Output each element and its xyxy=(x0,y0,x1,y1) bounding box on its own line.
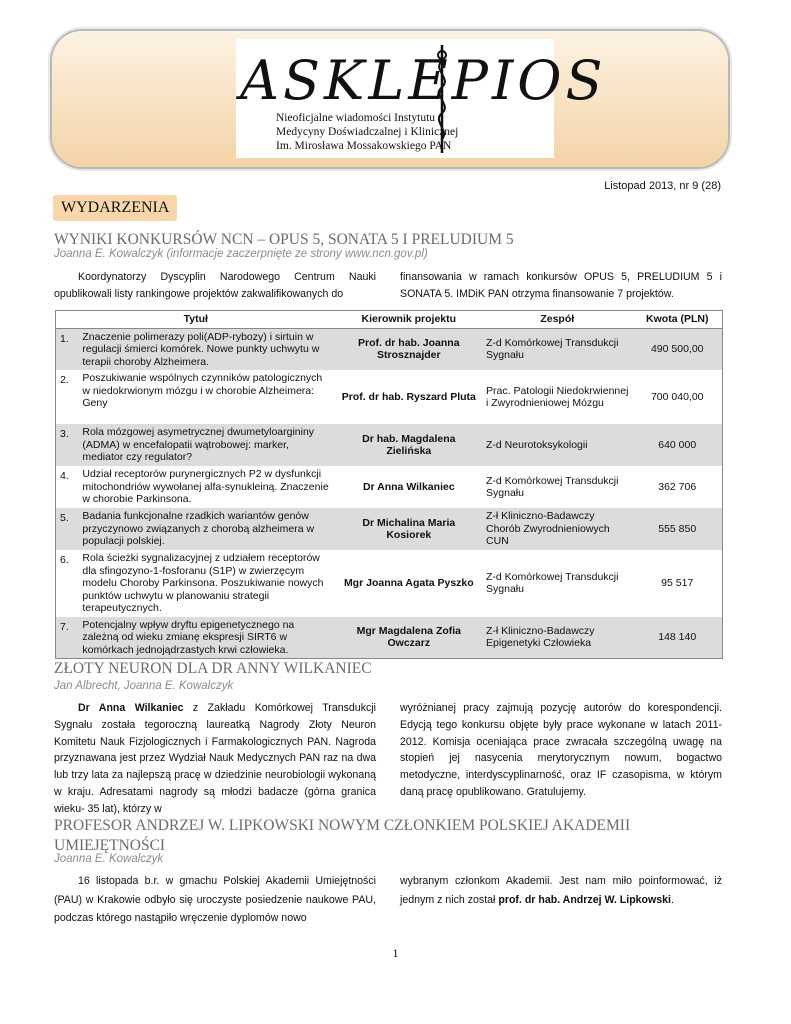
table-row xyxy=(56,466,723,508)
row-lead: Dr Michalina Maria Kosiorek xyxy=(336,508,482,550)
logo-subtitle xyxy=(276,111,458,153)
member-name: prof. dr hab. Andrzej W. Lipkowski xyxy=(498,893,671,906)
table-row xyxy=(56,328,723,370)
row-amount: 148 140 xyxy=(632,617,722,659)
table-row xyxy=(56,508,723,550)
article1-title: WYNIKI KONKURSÓW NCN – OPUS 5, SONATA 5 I PRELUDIUM 5 xyxy=(54,231,514,248)
row-amount: 640 000 xyxy=(632,424,722,466)
row-amount: 490 500,00 xyxy=(632,328,722,370)
row-team: Z-d Neurotoksykologii xyxy=(482,424,632,466)
row-number: 6. xyxy=(60,554,69,566)
article1-author: Joanna E. Kowalczyk (informacje zaczerpnięte ze strony www.ncn.gov.pl) xyxy=(54,248,428,260)
table-row xyxy=(56,370,723,424)
logo-title: ASKLEPIOS xyxy=(240,49,607,112)
article3-col-right xyxy=(400,872,722,909)
row-amount: 555 850 xyxy=(632,508,722,550)
row-lead: Mgr Magdalena Zofia Owczarz xyxy=(336,617,482,659)
col-header-title: Tytuł xyxy=(56,311,336,329)
article2-col-left xyxy=(54,700,376,818)
article3-col-left: 16 listopada b.r. w gmachu Polskiej Akademii Umiejętności (PAU) w Krakowie odbyło się uroczyste posiedzenie naukowe PAU, podczas którego nastąpiło wręczenie dyplomów nowo xyxy=(54,875,376,924)
article3-author: Joanna E. Kowalczyk xyxy=(54,853,164,865)
logo-subtitle-line: Nieoficjalne wiadomości Instytutu xyxy=(276,112,436,124)
issue-label: Listopad 2013, nr 9 (28) xyxy=(604,180,721,192)
article2-left-text: z Zakładu Komórkowej Transdukcji Sygnału została tegoroczną laureatką Nagrody Złoty Neuron Komitetu Nauk Fizjologicznych i Farmakologicznych PAN. Nagroda przyznawana jest przez Wydział Nauk Medycznych PAN raz na dwa lub trzy lata za najlepszą pracę w dziedzinie neurobiologii wykonaną w kraju. Adresatami nagrody są młodzi badacze (górna granica wieku- 35 lat), którzy w xyxy=(54,702,377,815)
row-amount: 700 040,00 xyxy=(650,390,704,403)
col-header-lead: Kierownik projektu xyxy=(336,311,482,329)
article2-col-right: wyróżnianej pracy zajmują pozycję autorów do korespondencji. Edycją tego konkursu objęte były prace wykonane w latach 2011-2012. Komisja oceniająca prace zwracała szczególną uwagę na stopień jej nasycenia merytorycznym nowum, bogactwo metodyczne, interdyscyplinarność, oraz IF czasopisma, w którym daną pracę opublikowano. Gratulujemy. xyxy=(400,702,722,798)
row-number: 5. xyxy=(56,508,79,550)
row-title: Badania funkcjonalne rzadkich wariantów genów przyczynowo związanych z chorobą alzheimera w populacji polskiej. xyxy=(78,508,335,550)
row-lead: Prof. dr hab. Ryszard Pluta xyxy=(341,390,476,403)
logo-subtitle-line: Im. Mirosława Mossakowskiego PAN xyxy=(276,140,452,152)
col-header-amount: Kwota (PLN) xyxy=(632,311,722,329)
row-number: 7. xyxy=(56,617,79,659)
logo-subtitle-line: Medycyny Doświadczalnej i Klinicznej xyxy=(276,126,459,138)
section-tag: WYDARZENIA xyxy=(53,195,177,221)
row-title: Rola ścieżki sygnalizacyjnej z udziałem receptorów dla sfingozyno-1-fosforanu (S1P) w zwierzęcym modelu Choroby Parkinsona. Poszukiwanie nowych punktów uchwytu w planowaniu strategii terapeutycznych. xyxy=(82,552,324,614)
table-row xyxy=(56,424,723,466)
article1-col-right: finansowania w ramach konkursów OPUS 5, PRELUDIUM 5 i SONATA 5. IMDiK PAN otrzyma finansowanie 7 projektów. xyxy=(400,271,722,300)
projects-table xyxy=(55,310,723,659)
row-amount: 95 517 xyxy=(661,577,694,589)
row-lead: Mgr Joanna Agata Pyszko xyxy=(343,577,474,589)
article1-col-left: Koordynatorzy Dyscyplin Narodowego Centrum Nauki opublikowali listy rankingowe projektów zakwalifikowanych do xyxy=(54,271,376,300)
row-number: 3. xyxy=(56,424,79,466)
row-title: Znaczenie polimerazy poli(ADP-rybozy) i sirtuin w regulacji śmierci komórek. Nowe punkty uchwytu w terapii choroby Alzheimera. xyxy=(78,328,335,370)
article3-right-end: . xyxy=(671,893,674,906)
row-team: Prac. Patologii Niedokrwiennej i Zwyrodnieniowej Mózgu xyxy=(486,384,629,409)
page-number: 1 xyxy=(392,946,399,960)
logo xyxy=(236,39,607,158)
row-team: Z-d Komórkowej Transdukcji Sygnału xyxy=(486,474,619,499)
row-title: Udział receptorów purynergicznych P2 w dysfunkcji mitochondriów wywołanej alfa-synukleiną. Znaczenie w chorobie Parkinsona. xyxy=(82,468,329,505)
col-header-team: Zespół xyxy=(482,311,632,329)
row-team: Z-ł Kliniczno-Badawczy Epigenetyki Człowieka xyxy=(482,617,632,659)
article3-title: PROFESOR ANDRZEJ W. LIPKOWSKI NOWYM CZŁONKIEM POLSKIEJ AKADEMII UMIEJĘTNOŚCI xyxy=(54,817,631,854)
row-amount: 362 706 xyxy=(658,480,697,493)
row-lead: Dr Anna Wilkaniec xyxy=(362,480,455,493)
article2-title: ZŁOTY NEURON DLA DR ANNY WILKANIEC xyxy=(54,660,372,677)
table-row xyxy=(56,550,723,617)
table-row xyxy=(56,617,723,659)
row-title: Poszukiwanie wspólnych czynników patologicznych w niedokrwionym mózgu i w chorobie Alzheimera: Geny xyxy=(82,372,323,409)
row-team: Z-d Komórkowej Transdukcji Sygnału xyxy=(482,328,632,370)
article2-author: Jan Albrecht, Joanna E. Kowalczyk xyxy=(54,680,234,692)
row-number: 1. xyxy=(56,328,79,370)
row-lead: Dr hab. Magdalena Zielińska xyxy=(336,424,482,466)
row-lead: Prof. dr hab. Joanna Strosznajder xyxy=(336,328,482,370)
row-team: Z-ł Kliniczno-Badawczy Chorób Zwyrodnieniowych CUN xyxy=(482,508,632,550)
laureate-name: Dr Anna Wilkaniec xyxy=(78,702,184,714)
row-number: 2. xyxy=(60,374,69,386)
row-title: Potencjalny wpływ dryftu epigenetycznego na zależną od wieku zmianę ekspresji SIRT6 w komórkach jednojądrzastych krwi człowieka. xyxy=(78,617,335,659)
row-title: Rola mózgowej asymetrycznej dwumetyloargininy (ADMA) w encefalopatii wątrobowej: marker, mediator czy regulator? xyxy=(78,424,335,466)
row-team: Z-d Komórkowej Transdukcji Sygnału xyxy=(486,570,619,596)
table-header-row xyxy=(56,311,723,329)
article3-right-text: wybranym członkom Akademii. Jest nam miło poinformować, iż jednym z nich został xyxy=(400,875,722,906)
row-number: 4. xyxy=(60,470,69,482)
